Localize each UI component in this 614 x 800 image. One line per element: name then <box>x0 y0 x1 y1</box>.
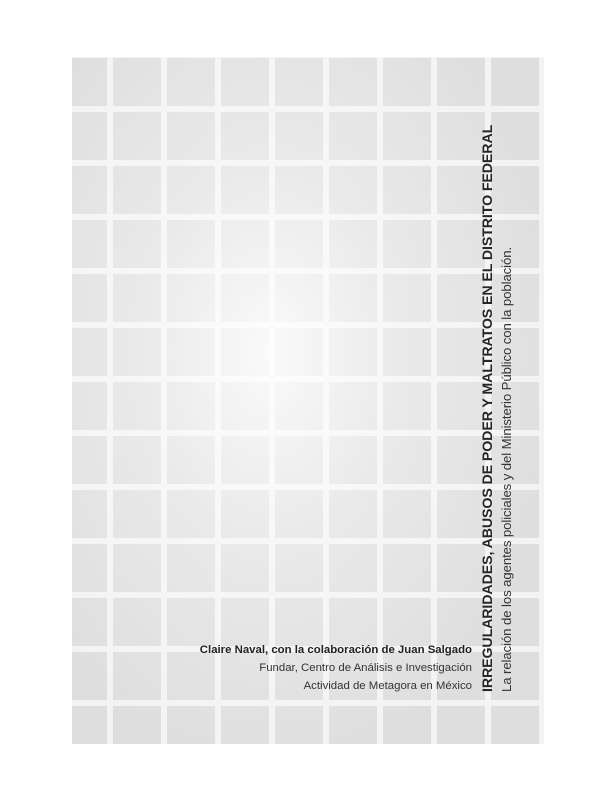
credits-block <box>200 641 472 695</box>
title-block <box>478 100 528 700</box>
organization-line: Fundar, Centro de Análisis e Investigación <box>259 662 472 674</box>
rotated-title-group <box>478 100 528 692</box>
author-line: Claire Naval, con la colaboración de Juan Salgado <box>199 644 472 656</box>
cover-title: IRREGULARIDADES, ABUSOS DE PODER Y MALTRATOS EN EL DISTRITO FEDERAL <box>480 124 496 692</box>
cover-subtitle: La relación de los agentes policiales y del Ministerio Público con la población. <box>499 246 514 692</box>
activity-line: Actividad de Metagora en México <box>303 680 472 692</box>
